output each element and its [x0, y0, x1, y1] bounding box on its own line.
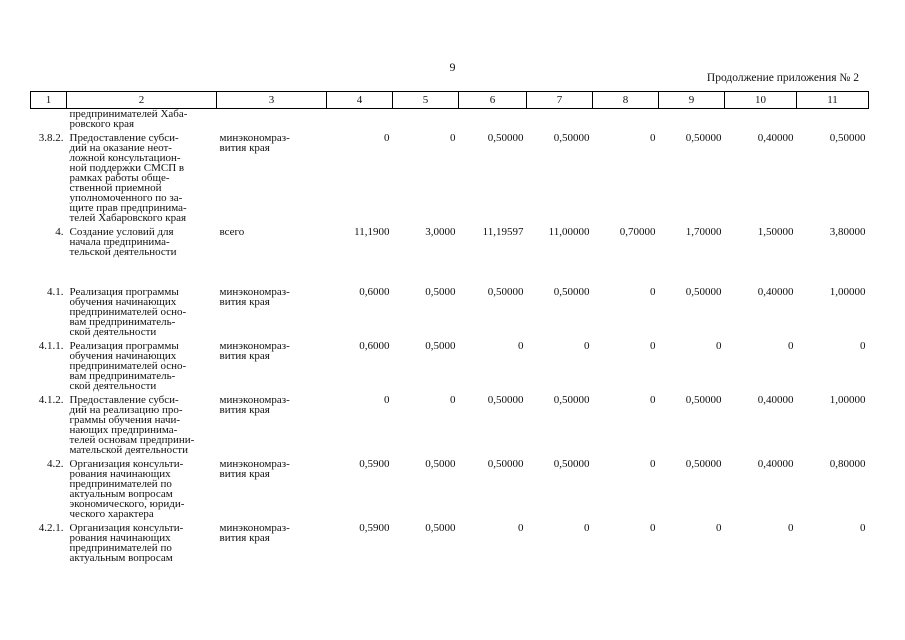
column-header-10: 10	[725, 92, 797, 109]
row-executor-text: минэкономраз- вития края	[219, 458, 290, 480]
row-value-col-8-text: 0	[650, 132, 656, 144]
row-name-text: Предоставление субси- дий на реализацию про- граммы обучения начи- нающих предпринима- телей основам предприни- мательской деятельности	[69, 394, 195, 456]
row-value-col-9	[659, 395, 725, 455]
column-header-3: 3	[217, 92, 327, 109]
row-value-col-10-text: 0,40000	[757, 132, 794, 144]
row-value-col-7-text: 0,50000	[553, 132, 590, 144]
row-value-col-10	[725, 395, 797, 455]
row-value-col-8	[593, 395, 659, 455]
row-value-col-8-text: 0	[650, 522, 656, 534]
table-row	[31, 109, 869, 130]
row-value-col-8-text: 0	[650, 458, 656, 470]
row-value-col-7	[527, 287, 593, 337]
row-name	[67, 287, 217, 337]
column-header-5: 5	[393, 92, 459, 109]
row-value-col-7-text: 11,00000	[548, 226, 590, 238]
row-value-col-6	[459, 287, 527, 337]
column-header-8: 8	[593, 92, 659, 109]
row-name	[67, 133, 217, 223]
row-code	[31, 133, 67, 223]
row-value-col-5	[393, 459, 459, 519]
row-value-col-4-text: 0,5900	[359, 458, 390, 470]
row-value-col-9	[659, 523, 725, 563]
row-value-col-5	[393, 395, 459, 455]
row-value-col-10	[725, 523, 797, 563]
row-value-col-4	[327, 341, 393, 391]
row-name	[67, 227, 217, 257]
row-code	[31, 287, 67, 337]
row-value-col-7	[527, 227, 593, 257]
row-executor	[217, 395, 327, 455]
row-value-col-7	[527, 395, 593, 455]
row-value-col-6	[459, 523, 527, 563]
row-value-col-10-text: 1,50000	[757, 226, 794, 238]
row-value-col-4-text: 0	[384, 132, 390, 144]
row-code	[31, 523, 67, 563]
row-value-col-8	[593, 341, 659, 391]
column-header-4: 4	[327, 92, 393, 109]
row-value-col-11	[797, 341, 869, 391]
row-spacer-cell	[31, 257, 869, 287]
row-name	[67, 395, 217, 455]
row-value-col-9	[659, 133, 725, 223]
row-name-text: предпринимателей Хаба- ровского края	[69, 108, 188, 130]
row-executor	[217, 109, 327, 130]
row-value-col-7-text: 0,50000	[553, 458, 590, 470]
row-value-col-9-text: 0,50000	[685, 286, 722, 298]
row-value-col-11	[797, 133, 869, 223]
row-value-col-8-text: 0,70000	[619, 226, 656, 238]
row-value-col-7	[527, 133, 593, 223]
row-value-col-8	[593, 109, 659, 130]
row-value-col-8-text: 0	[650, 286, 656, 298]
row-value-col-9-text: 0,50000	[685, 132, 722, 144]
row-name-text: Организация консульти- рования начинающих предпринимателей по актуальным вопросам	[69, 522, 184, 564]
row-value-col-5-text: 0	[450, 132, 456, 144]
row-name	[67, 523, 217, 563]
row-value-col-10	[725, 459, 797, 519]
row-code	[31, 395, 67, 455]
row-value-col-4	[327, 109, 393, 130]
row-value-col-5-text: 3,0000	[425, 226, 456, 238]
row-name-text: Организация консульти- рования начинающих предпринимателей по актуальным вопросам экономического, юриди- ческого характера	[69, 458, 185, 520]
row-executor-text: всего	[219, 226, 245, 238]
row-value-col-9-text: 0	[716, 340, 722, 352]
row-value-col-7	[527, 459, 593, 519]
row-executor	[217, 341, 327, 391]
table-header-row	[31, 92, 869, 109]
row-code-text: 3.8.2.	[38, 132, 64, 144]
column-header-2: 2	[67, 92, 217, 109]
row-value-col-5-text: 0,5000	[425, 340, 456, 352]
column-header-9: 9	[659, 92, 725, 109]
row-code	[31, 109, 67, 130]
row-value-col-6	[459, 227, 527, 257]
row-executor-text: минэкономраз- вития края	[219, 522, 290, 544]
row-value-col-11-text: 3,80000	[829, 226, 866, 238]
column-header-1: 1	[31, 92, 67, 109]
row-code	[31, 341, 67, 391]
row-value-col-4-text: 0	[384, 394, 390, 406]
row-value-col-10-text: 0	[788, 340, 794, 352]
table-row	[31, 287, 869, 337]
row-value-col-4	[327, 227, 393, 257]
row-value-col-5	[393, 133, 459, 223]
table-body	[31, 109, 869, 568]
row-value-col-11	[797, 227, 869, 257]
row-value-col-5-text: 0,5000	[425, 286, 456, 298]
row-value-col-7-text: 0,50000	[553, 286, 590, 298]
row-name	[67, 341, 217, 391]
row-value-col-9	[659, 459, 725, 519]
row-name-text: Создание условий для начала предпринима- тельской деятельности	[69, 226, 177, 258]
row-value-col-9	[659, 227, 725, 257]
row-name-text: Реализация программы обучения начинающих предпринимателей осно- вам предприниматель- ской деятельности	[69, 286, 187, 338]
row-value-col-4	[327, 287, 393, 337]
row-value-col-9-text: 0,50000	[685, 394, 722, 406]
row-value-col-10	[725, 287, 797, 337]
row-value-col-5	[393, 287, 459, 337]
row-value-col-10	[725, 109, 797, 130]
row-value-col-6-text: 0,50000	[487, 132, 524, 144]
row-value-col-7-text: 0,50000	[553, 394, 590, 406]
row-code-text: 4.1.2.	[38, 394, 64, 406]
row-value-col-5-text: 0,5000	[425, 458, 456, 470]
row-code	[31, 227, 67, 257]
row-value-col-9	[659, 109, 725, 130]
row-value-col-5-text: 0	[450, 394, 456, 406]
row-value-col-4	[327, 395, 393, 455]
row-value-col-11	[797, 459, 869, 519]
row-value-col-11-text: 0	[860, 340, 866, 352]
table-row	[31, 227, 869, 257]
row-executor-text: минэкономраз- вития края	[219, 286, 290, 308]
row-value-col-8-text: 0	[650, 394, 656, 406]
table-row	[31, 395, 869, 455]
table-row	[31, 523, 869, 563]
row-value-col-11	[797, 395, 869, 455]
row-value-col-4	[327, 523, 393, 563]
row-value-col-5	[393, 523, 459, 563]
row-value-col-10-text: 0	[788, 522, 794, 534]
row-executor	[217, 523, 327, 563]
row-value-col-4	[327, 133, 393, 223]
column-header-7: 7	[527, 92, 593, 109]
row-value-col-6-text: 0	[518, 340, 524, 352]
row-executor	[217, 133, 327, 223]
row-value-col-4-text: 0,6000	[359, 286, 390, 298]
row-code-text: 4.	[55, 226, 64, 238]
row-value-col-7	[527, 523, 593, 563]
column-header-11: 11	[797, 92, 869, 109]
row-value-col-11-text: 1,00000	[829, 394, 866, 406]
row-value-col-6-text: 0,50000	[487, 394, 524, 406]
table-row	[31, 341, 869, 391]
row-name-text: Реализация программы обучения начинающих предпринимателей осно- вам предприниматель- ской деятельности	[69, 340, 187, 392]
row-value-col-10-text: 0,40000	[757, 286, 794, 298]
row-value-col-6-text: 0,50000	[487, 458, 524, 470]
row-value-col-9-text: 1,70000	[685, 226, 722, 238]
row-value-col-10	[725, 133, 797, 223]
row-spacer	[31, 257, 869, 287]
row-value-col-9	[659, 341, 725, 391]
row-executor	[217, 227, 327, 257]
page-number: 9	[449, 60, 456, 74]
row-value-col-7-text: 0	[584, 522, 590, 534]
row-value-col-11-text: 0,80000	[829, 458, 866, 470]
row-code-text: 4.2.	[47, 458, 64, 470]
row-value-col-8-text: 0	[650, 340, 656, 352]
table-row	[31, 459, 869, 519]
row-name	[67, 459, 217, 519]
row-value-col-5-text: 0,5000	[425, 522, 456, 534]
row-value-col-10	[725, 341, 797, 391]
row-value-col-9-text: 0	[716, 522, 722, 534]
row-value-col-5	[393, 341, 459, 391]
row-executor-text: минэкономраз- вития края	[219, 394, 290, 416]
row-code	[31, 459, 67, 519]
row-value-col-8	[593, 133, 659, 223]
row-name-text: Предоставление субси- дий на оказание неот- ложной консультацион- ной поддержки СМСП в рамках работы обще- ственной приемной уполномоченного по за- щите прав предпринима- телей Хабаровского края	[69, 132, 187, 224]
program-table	[30, 91, 869, 567]
table-row	[31, 133, 869, 223]
row-value-col-8	[593, 227, 659, 257]
row-value-col-11-text: 0,50000	[829, 132, 866, 144]
row-value-col-6	[459, 459, 527, 519]
row-value-col-10-text: 0,40000	[757, 458, 794, 470]
row-code-text: 4.1.1.	[38, 340, 64, 352]
row-value-col-9	[659, 287, 725, 337]
row-value-col-11-text: 0	[860, 522, 866, 534]
row-value-col-6	[459, 109, 527, 130]
row-executor	[217, 459, 327, 519]
row-value-col-6-text: 11,19597	[482, 226, 524, 238]
row-value-col-8	[593, 459, 659, 519]
row-value-col-8	[593, 287, 659, 337]
row-value-col-10	[725, 227, 797, 257]
row-executor	[217, 287, 327, 337]
row-code-text: 4.1.	[47, 286, 64, 298]
row-value-col-5	[393, 227, 459, 257]
row-value-col-6-text: 0,50000	[487, 286, 524, 298]
row-value-col-7	[527, 109, 593, 130]
row-executor-text: минэкономраз- вития края	[219, 340, 290, 362]
row-value-col-6	[459, 395, 527, 455]
row-value-col-11	[797, 523, 869, 563]
continuation-caption: Продолжение приложения № 2	[706, 72, 859, 84]
row-value-col-11-text: 1,00000	[829, 286, 866, 298]
row-value-col-4-text: 0,6000	[359, 340, 390, 352]
row-value-col-5	[393, 109, 459, 130]
row-value-col-4-text: 0,5900	[359, 522, 390, 534]
row-value-col-6	[459, 133, 527, 223]
row-value-col-4-text: 11,1900	[354, 226, 390, 238]
row-name	[67, 109, 217, 130]
row-executor-text: минэкономраз- вития края	[219, 132, 290, 154]
row-value-col-6-text: 0	[518, 522, 524, 534]
row-value-col-11	[797, 109, 869, 130]
row-value-col-11	[797, 287, 869, 337]
row-value-col-9-text: 0,50000	[685, 458, 722, 470]
row-value-col-6	[459, 341, 527, 391]
row-value-col-10-text: 0,40000	[757, 394, 794, 406]
row-value-col-8	[593, 523, 659, 563]
row-value-col-7-text: 0	[584, 340, 590, 352]
row-value-col-4	[327, 459, 393, 519]
row-value-col-7	[527, 341, 593, 391]
column-header-6: 6	[459, 92, 527, 109]
row-code-text: 4.2.1.	[38, 522, 64, 534]
